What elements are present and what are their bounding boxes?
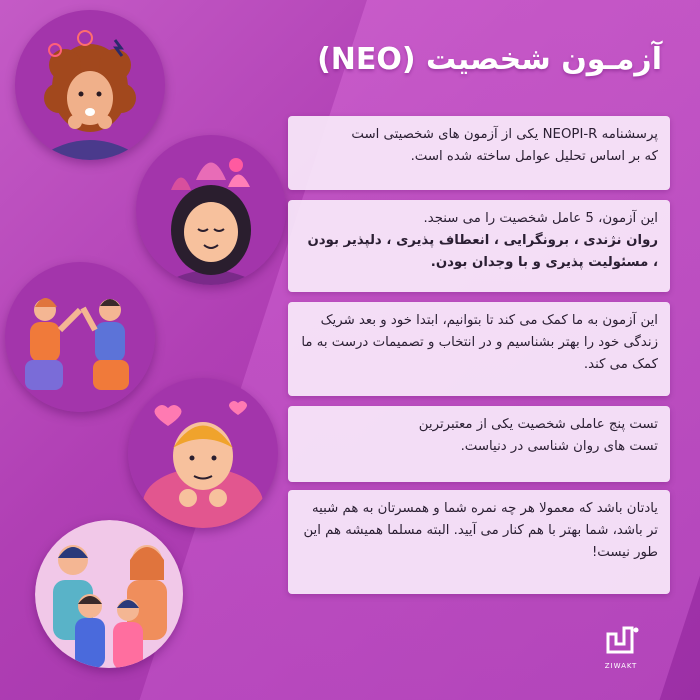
info-card-validity: [288, 406, 670, 482]
boy-with-hearts-illustration: [128, 378, 278, 528]
calm-woman-illustration: [136, 135, 286, 285]
brand-logo: [600, 622, 642, 670]
card-benefits-text: این آزمون به ما کمک می کند تا بتوانیم، ابتدا خود و بعد شریک زندگی خود را بهتر بشناسیم و در انتخاب و تصمیمات درست به ما کمک می کند.: [301, 313, 658, 372]
brand-logo-icon: [600, 622, 642, 658]
stressed-woman-illustration: [15, 10, 165, 160]
card-text-line: تست های روان شناسی در دنیاست.: [460, 439, 658, 454]
info-card-five-factors: [288, 200, 670, 292]
brand-logo-text: ZIWAKT: [604, 662, 638, 670]
card-text-line: پرسشنامه NEOPI-R یکی از آزمون های شخصیتی است: [351, 127, 658, 142]
page-title: آزمـون شخصیت (NEO): [317, 42, 662, 77]
card-text-line: که بر اساس تحلیل عوامل ساخته شده است.: [410, 149, 658, 164]
card-factors-text: روان نژندی ، برونگرایی ، انعطاف پذیری ، دلپذیر بودن ، مسئولیت پذیری و با وجدان بودن.: [307, 233, 658, 270]
card-text-line: تست پنج عاملی شخصیت یکی از معتبرترین: [418, 417, 658, 432]
card-reminder-text: یادتان باشد که معمولا هر چه نمره شما و همسرتان به هم شبیه تر باشد، شما بهتر با هم کنار می آیید. البته مسلما همیشه هم این طور نیست!: [303, 501, 658, 560]
info-card-benefits: [288, 302, 670, 396]
info-card-neopir: [288, 116, 670, 190]
happy-couple-illustration: [5, 262, 155, 412]
info-card-reminder: [288, 490, 670, 594]
family-illustration: [35, 520, 183, 668]
card-intro-text: این آزمون، 5 عامل شخصیت را می سنجد.: [423, 211, 658, 226]
